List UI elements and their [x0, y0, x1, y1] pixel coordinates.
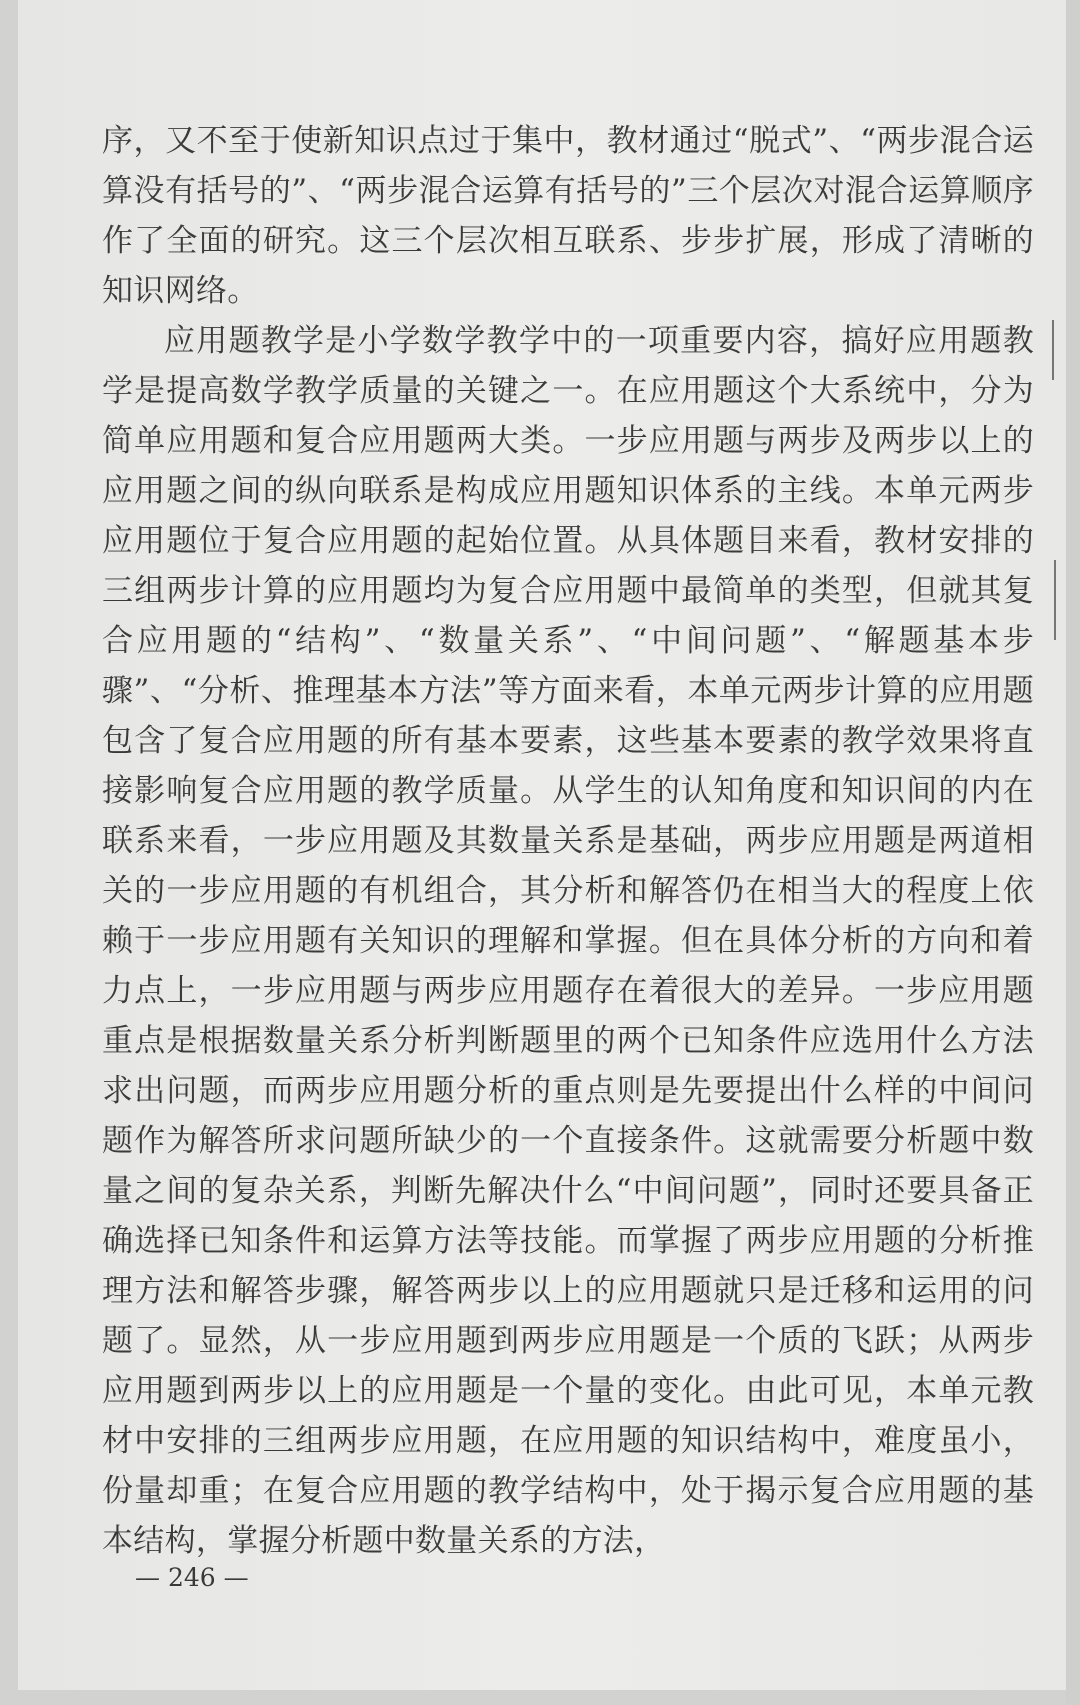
page-number: — 246 —: [135, 1563, 249, 1592]
margin-mark: [1052, 320, 1054, 380]
page-edge-shadow: [1066, 0, 1080, 1705]
paragraph-continued: 序，又不至于使新知识点过于集中，教材通过“脱式”、“两步混合运算没有括号的”、“两步混合运算有括号的”三个层次对混合运算顺序作了全面的研究。这三个层次相互联系、步步扩展，形成了清晰的知识网络。: [102, 123, 1034, 309]
page-body: [102, 116, 1034, 1566]
paragraph-applied-problems: 应用题教学是小学数学教学中的一项重要内容，搞好应用题教学是提高数学教学质量的关键之一。在应用题这个大系统中，分为简单应用题和复合应用题两大类。一步应用题与两步及两步以上的应用题之间的纵向联系是构成应用题知识体系的主线。本单元两步应用题位于复合应用题的起始位置。从具体题目来看，教材安排的三组两步计算的应用题均为复合应用题中最简单的类型，但就其复合应用题的“结构”、“数量关系”、“中间问题”、“解题基本步骤”、“分析、推理基本方法”等方面来看，本单元两步计算的应用题包含了复合应用题的所有基本要素，这些基本要素的教学效果将直接影响复合应用题的教学质量。从学生的认知角度和知识间的内在联系来看，一步应用题及其数量关系是基础，两步应用题是两道相关的一步应用题的有机组合，其分析和解答仍在相当大的程度上依赖于一步应用题有关知识的理解和掌握。但在具体分析的方向和着力点上，一步应用题与两步应用题存在着很大的差异。一步应用题重点是根据数量关系分析判断题里的两个已知条件应选用什么方法求出问题，而两步应用题分析的重点则是先要提出什么样的中间问题作为解答所求问题所缺少的一个直接条件。这就需要分析题中数量之间的复杂关系，判断先解决什么“中间问题”，同时还要具备正确选择已知条件和运算方法等技能。而掌握了两步应用题的分析推理方法和解答步骤，解答两步以上的应用题就只是迁移和运用的问题了。显然，从一步应用题到两步应用题是一个质的飞跃；从两步应用题到两步以上的应用题是一个量的变化。由此可见，本单元教材中安排的三组两步应用题，在应用题的知识结构中，难度虽小，份量却重；在复合应用题的教学结构中，处于揭示复合应用题的基本结构，掌握分析题中数量关系的方法，: [102, 323, 1034, 1559]
margin-mark: [1054, 560, 1056, 640]
